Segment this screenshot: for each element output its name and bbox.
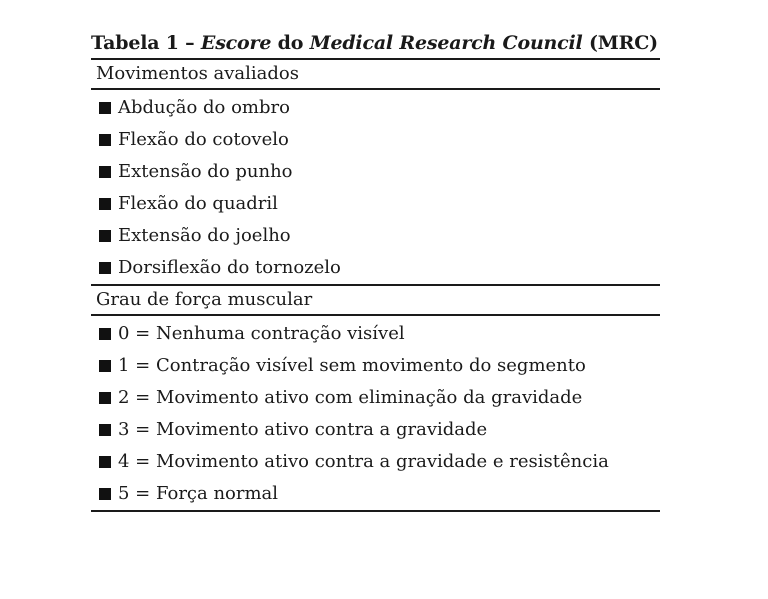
list-item-label: Extensão do punho [118,161,293,182]
caption-prefix: Tabela 1 – [91,32,201,54]
list-item-label: 5 = Força normal [118,483,279,504]
list-item-label: 3 = Movimento ativo contra a gravidade [118,419,488,440]
list-item-label: Extensão do joelho [118,225,291,246]
square-bullet-icon [99,134,111,146]
square-bullet-icon [99,360,111,372]
list-item-label: Dorsiflexão do tornozelo [118,257,341,278]
section-header-movements: Movimentos avaliados [96,63,300,84]
list-item [91,92,660,124]
list-item-label: 2 = Movimento ativo com eliminação da gravidade [118,387,583,408]
table-caption [91,30,660,58]
list-item [91,478,660,510]
caption-escore: Escore [200,32,272,54]
mrc-table [91,30,660,512]
square-bullet-icon [99,456,111,468]
square-bullet-icon [99,102,111,114]
list-item-label: Flexão do cotovelo [118,129,289,150]
list-item [91,124,660,156]
list-item [91,414,660,446]
square-bullet-icon [99,262,111,274]
square-bullet-icon [99,328,111,340]
square-bullet-icon [99,392,111,404]
strength-list [91,316,660,510]
list-item-label: 4 = Movimento ativo contra a gravidade e resistência [118,451,609,472]
list-item [91,220,660,252]
list-item [91,252,660,284]
section-header-strength: Grau de força muscular [96,289,313,310]
square-bullet-icon [99,230,111,242]
list-item [91,318,660,350]
list-item [91,188,660,220]
square-bullet-icon [99,198,111,210]
square-bullet-icon [99,488,111,500]
square-bullet-icon [99,424,111,436]
bottom-rule [91,510,660,512]
caption-mid: do [271,32,310,54]
list-item [91,350,660,382]
caption-suffix: (MRC) [582,32,658,54]
list-item [91,446,660,478]
list-item-label: Flexão do quadril [118,193,278,214]
list-item-label: 0 = Nenhuma contração visível [118,323,405,344]
list-item-label: Abdução do ombro [118,97,290,118]
square-bullet-icon [99,166,111,178]
list-item-label: 1 = Contração visível sem movimento do segmento [118,355,586,376]
list-item [91,156,660,188]
list-item [91,382,660,414]
caption-council: Medical Research Council [309,32,583,54]
movements-list [91,90,660,284]
